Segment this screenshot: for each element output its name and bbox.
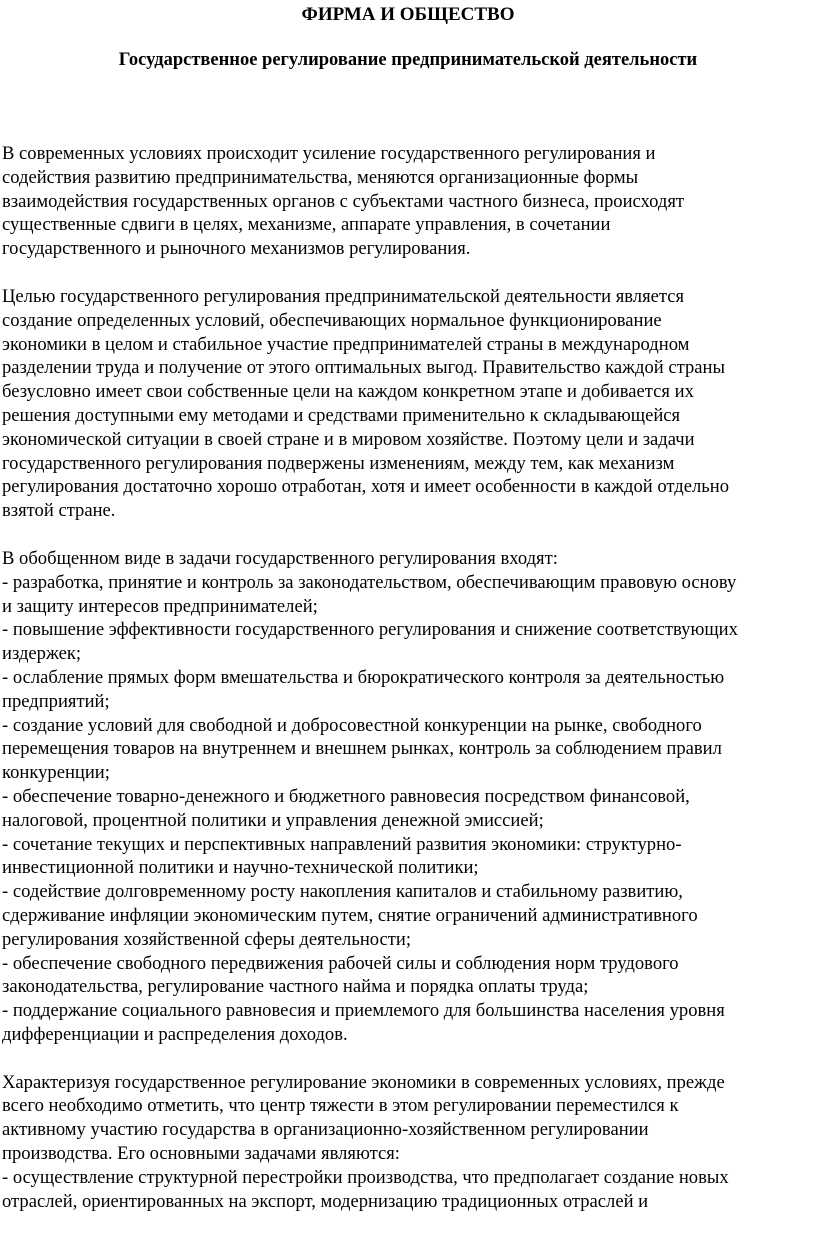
text-line: экономической ситуации в своей стране и в мировом хозяйстве. Поэтому цели и задачи	[2, 428, 695, 450]
text-line: создание определенных условий, обеспечивающих нормальное функционирование	[2, 309, 662, 331]
text-line: взаимодействия государственных органов с субъектами частного бизнеса, происходят	[2, 190, 685, 212]
text-line: инвестиционной политики и научно-технической политики;	[2, 857, 479, 879]
text-line: - разработка, принятие и контроль за законодательством, обеспечивающим правовую основу	[2, 571, 737, 593]
text-line: Целью государственного регулирования предпринимательской деятельности является	[2, 285, 685, 307]
text-line: издержек;	[2, 643, 82, 665]
text-line: - обеспечение свободного передвижения рабочей силы и соблюдения норм трудового	[2, 952, 679, 974]
paragraph	[2, 1071, 814, 1214]
text-line: регулирования достаточно хорошо отработан, хотя и имеет особенности в каждой отдельно	[2, 476, 729, 498]
text-line: В современных условиях происходит усиление государственного регулирования и	[2, 143, 656, 164]
text-line: - создание условий для свободной и добросовестной конкуренции на рынке, свободного	[2, 714, 702, 736]
text-line: отраслей, ориентированных на экспорт, модернизацию традиционных отраслей и	[2, 1190, 649, 1212]
paragraph	[2, 547, 814, 1047]
text-line: дифференциации и распределения доходов.	[2, 1023, 348, 1045]
text-line: - содействие долговременному росту накопления капиталов и стабильному развитию,	[2, 881, 683, 903]
text-line: взятой стране.	[2, 500, 116, 522]
text-line: предприятий;	[2, 690, 110, 712]
text-line: законодательства, регулирование частного найма и порядка оплаты труда;	[2, 976, 589, 998]
text-line: и защиту интересов предпринимателей;	[2, 595, 318, 617]
text-line: - обеспечение товарно-денежного и бюджетного равновесия посредством финансовой,	[2, 785, 690, 807]
text-line: конкуренции;	[2, 762, 110, 784]
text-line: В обобщенном виде в задачи государственного регулирования входят:	[2, 547, 558, 569]
text-line: государственного и рыночного механизмов регулирования.	[2, 238, 471, 260]
text-line: - поддержание социального равновесия и приемлемого для большинства населения уровня	[2, 1000, 725, 1022]
text-line: безусловно имеет свои собственные цели на каждом конкретном этапе и добивается их	[2, 381, 694, 403]
text-line: сдерживание инфляции экономическим путем, снятие ограничений административного	[2, 904, 698, 926]
text-line: всего необходимо отметить, что центр тяжести в этом регулировании переместился к	[2, 1095, 679, 1117]
text-line: перемещения товаров на внутреннем и внешнем рынках, контроль за соблюдением правил	[2, 738, 722, 760]
text-line: активному участию государства в организационно-хозяйственном регулировании	[2, 1119, 649, 1141]
text-line: налоговой, процентной политики и управления денежной эмиссией;	[2, 809, 544, 831]
text-line: Характеризуя государственное регулирование экономики в современных условиях, прежде	[2, 1071, 725, 1093]
text-line: разделении труда и получение от этого оптимальных выгод. Правительство каждой страны	[2, 357, 725, 379]
document-body	[2, 142, 814, 1237]
document-subtitle: Государственное регулирование предпринимательской деятельности	[118, 50, 698, 70]
text-line: производства. Его основными задачами являются:	[2, 1143, 400, 1165]
document-title: ФИРМА И ОБЩЕСТВО	[301, 4, 515, 25]
paragraph	[2, 142, 814, 261]
text-line: - осуществление структурной перестройки производства, что предполагает создание новых	[2, 1166, 729, 1188]
text-line: содействия развитию предпринимательства, меняются организационные формы	[2, 166, 639, 188]
text-line: экономики в целом и стабильное участие предпринимателей страны в международном	[2, 333, 690, 355]
text-line: регулирования хозяйственной сферы деятельности;	[2, 928, 412, 950]
text-line: - ослабление прямых форм вмешательства и бюрократического контроля за деятельностью	[2, 666, 725, 688]
text-line: решения доступными ему методами и средствами применительно к складывающейся	[2, 404, 681, 426]
text-line: - сочетание текущих и перспективных направлений развития экономики: структурно-	[2, 833, 682, 855]
paragraph	[2, 285, 814, 523]
text-line: - повышение эффективности государственного регулирования и снижение соответствующих	[2, 619, 738, 641]
text-line: существенные сдвиги в целях, механизме, аппарате управления, в сочетании	[2, 214, 611, 236]
text-line: государственного регулирования подвержены изменениям, между тем, как механизм	[2, 452, 675, 474]
